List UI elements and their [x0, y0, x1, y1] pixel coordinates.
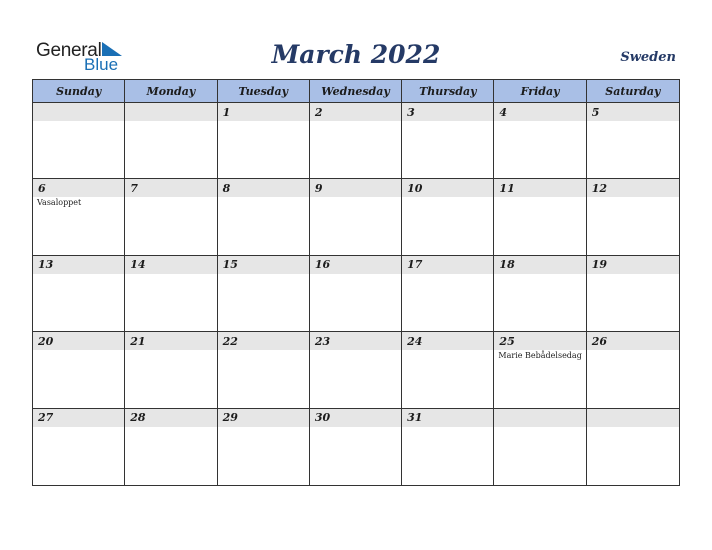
day-number: 7 [125, 179, 216, 197]
holiday-label [33, 274, 124, 275]
day-number: 21 [125, 332, 216, 350]
holiday-label [218, 197, 309, 198]
holiday-label [125, 121, 216, 122]
day-number: 11 [494, 179, 585, 197]
day-cell [310, 332, 402, 408]
day-number: 29 [218, 409, 309, 427]
day-cell [33, 179, 125, 255]
holiday-label [33, 121, 124, 122]
holiday-label [125, 274, 216, 275]
day-cell [33, 103, 125, 179]
day-cell [218, 179, 310, 255]
day-cell [125, 409, 217, 485]
day-number: 28 [125, 409, 216, 427]
day-number: 16 [310, 256, 401, 274]
holiday-label [218, 274, 309, 275]
day-cell [402, 409, 494, 485]
holiday-label: Vasaloppet [37, 198, 82, 208]
day-number: 20 [33, 332, 124, 350]
holiday-label [218, 427, 309, 428]
day-number [33, 103, 124, 121]
day-cell [402, 179, 494, 255]
day-number: 4 [494, 103, 585, 121]
day-number: 9 [310, 179, 401, 197]
holiday-label [587, 350, 679, 351]
day-number [587, 409, 679, 427]
weekday-header: Tuesday [218, 80, 310, 103]
holiday-label [33, 350, 124, 351]
holiday-label [125, 197, 216, 198]
day-cell [33, 409, 125, 485]
day-cell [587, 256, 679, 332]
day-number: 30 [310, 409, 401, 427]
day-cell [587, 409, 679, 485]
day-number: 13 [33, 256, 124, 274]
logo-text-general: General [36, 40, 102, 61]
weekday-header: Thursday [402, 80, 494, 103]
day-cell [33, 256, 125, 332]
day-number: 24 [402, 332, 493, 350]
day-number: 1 [218, 103, 309, 121]
calendar-grid [32, 79, 680, 486]
holiday-label [402, 197, 493, 198]
day-number [494, 409, 585, 427]
day-cell [587, 332, 679, 408]
holiday-label [218, 350, 309, 351]
logo-text-blue: Blue [84, 55, 119, 74]
holiday-label [494, 427, 585, 428]
day-cell [218, 332, 310, 408]
day-number: 12 [587, 179, 679, 197]
day-number: 17 [402, 256, 493, 274]
weekday-header: Friday [494, 80, 586, 103]
holiday-label [402, 274, 493, 275]
day-number: 15 [218, 256, 309, 274]
day-cell [402, 332, 494, 408]
day-cell [494, 256, 586, 332]
day-number: 31 [402, 409, 493, 427]
day-cell [310, 409, 402, 485]
weekday-header: Sunday [33, 80, 125, 103]
holiday-label [310, 350, 401, 351]
holiday-label [125, 427, 216, 428]
day-number: 25 [494, 332, 585, 350]
day-cell [125, 256, 217, 332]
day-cell [494, 409, 586, 485]
day-number: 6 [33, 179, 124, 197]
day-number: 23 [310, 332, 401, 350]
day-cell [402, 103, 494, 179]
holiday-label [310, 121, 401, 122]
day-number: 18 [494, 256, 585, 274]
day-cell [310, 103, 402, 179]
day-number [125, 103, 216, 121]
holiday-label [218, 121, 309, 122]
holiday-label [402, 350, 493, 351]
country-label: Sweden [620, 50, 676, 65]
day-cell [494, 332, 586, 408]
day-number: 3 [402, 103, 493, 121]
holiday-label [587, 427, 679, 428]
day-cell [494, 103, 586, 179]
weekday-header: Monday [125, 80, 217, 103]
day-number: 8 [218, 179, 309, 197]
holiday-label [587, 274, 679, 275]
holiday-label [33, 427, 124, 428]
day-cell [218, 103, 310, 179]
holiday-label [587, 121, 679, 122]
day-number: 10 [402, 179, 493, 197]
holiday-label [587, 197, 679, 198]
holiday-label: Marie Bebådelsedag [498, 351, 582, 361]
weekday-header: Wednesday [310, 80, 402, 103]
day-number: 14 [125, 256, 216, 274]
day-cell [310, 179, 402, 255]
day-cell [33, 332, 125, 408]
day-number: 22 [218, 332, 309, 350]
day-cell [125, 332, 217, 408]
holiday-label [310, 427, 401, 428]
day-cell [218, 409, 310, 485]
holiday-label [494, 274, 585, 275]
day-number: 19 [587, 256, 679, 274]
holiday-label [125, 350, 216, 351]
day-cell [310, 256, 402, 332]
holiday-label [402, 121, 493, 122]
calendar-title: March 2022 [271, 40, 441, 69]
day-cell [587, 103, 679, 179]
day-cell [125, 103, 217, 179]
holiday-label [402, 427, 493, 428]
day-number: 2 [310, 103, 401, 121]
day-cell [587, 179, 679, 255]
day-cell [125, 179, 217, 255]
day-number: 26 [587, 332, 679, 350]
holiday-label [310, 274, 401, 275]
day-cell [218, 256, 310, 332]
generalblue-logo [36, 40, 136, 74]
day-number: 5 [587, 103, 679, 121]
weekday-header: Saturday [587, 80, 679, 103]
holiday-label [494, 121, 585, 122]
day-cell [494, 179, 586, 255]
day-cell [402, 256, 494, 332]
day-number: 27 [33, 409, 124, 427]
holiday-label [494, 197, 585, 198]
holiday-label [310, 197, 401, 198]
